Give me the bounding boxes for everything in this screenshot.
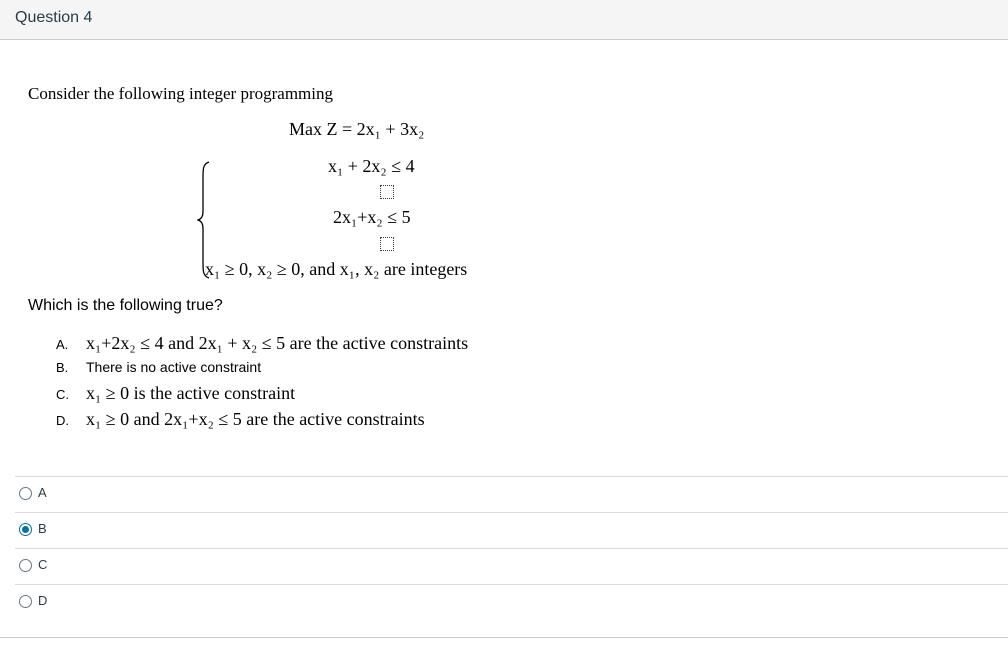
option-text: There is no active constraint [86,359,262,375]
radio-button-icon[interactable] [19,559,32,572]
question-header [0,0,1008,40]
option-b [56,359,261,376]
answer-choice-b[interactable] [15,512,1008,548]
option-letter: C. [56,387,69,402]
bottom-divider [0,637,1008,638]
answer-label[interactable]: B [38,521,47,536]
option-d [56,409,425,430]
radio-button-icon[interactable] [19,595,32,608]
answer-label[interactable]: C [38,557,48,572]
option-text: x₁ ≥ 0 and 2x₁+x₂ ≤ 5 are the active constraints [86,409,425,429]
option-a [56,333,468,354]
placeholder-box-icon [380,237,394,251]
answer-choice-c[interactable] [15,548,1008,584]
option-letter: B. [56,360,69,375]
answer-choice-d[interactable] [15,584,1008,620]
question-intro: Consider the following integer programming [28,84,333,103]
answer-choices [15,476,1008,620]
option-letter: D. [56,413,69,428]
objective-function: Max Z = 2x₁ + 3x₂ [289,119,425,139]
constraint-3: x₁ ≥ 0, x₂ ≥ 0, and x₁, x₂ are integers [205,259,468,279]
constraint-2: 2x₁+x₂ ≤ 5 [333,207,411,227]
question-title: Question 4 [15,9,93,26]
constraint-1: x₁ + 2x₂ ≤ 4 [328,156,415,176]
question-prompt: Which is the following true? [28,297,223,314]
placeholder-box-icon [380,185,394,199]
answer-choice-a[interactable] [15,476,1008,512]
answer-label[interactable]: D [38,593,48,608]
radio-button-checked-icon[interactable] [19,523,32,536]
radio-button-icon[interactable] [19,487,32,500]
option-text: x₁+2x₂ ≤ 4 and 2x₁ + x₂ ≤ 5 are the active constraints [86,333,469,353]
answer-label[interactable]: A [38,485,47,500]
option-letter: A. [56,337,69,352]
option-text: x₁ ≥ 0 is the active constraint [86,383,296,403]
option-c [56,383,295,404]
